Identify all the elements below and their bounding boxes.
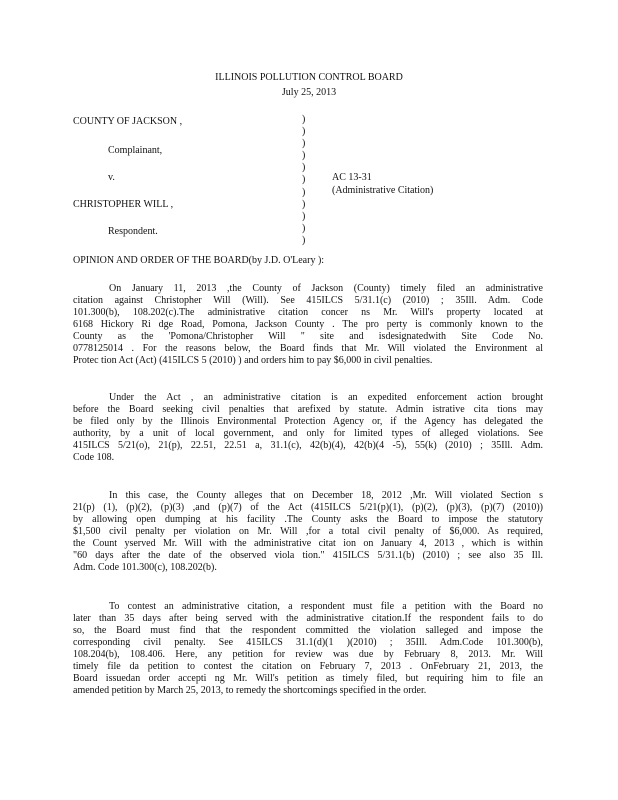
paragraph-line: 6168 Hickory Ri dge Road, Pomona, Jackson County . The pro perty is commonly known to the xyxy=(73,319,543,330)
paragraph-line: On January 11, 2013 ,the County of Jackson (County) timely filed an administrative xyxy=(109,283,543,294)
paragraph-4 xyxy=(73,601,543,697)
paren: ) xyxy=(302,138,306,150)
document-date: July 25, 2013 xyxy=(281,87,337,98)
paragraph-line: corresponding civil penalty. See 415ILCS 31.1(d)(1 )(2010) ; 35Ill. Adm.Code 101.300(b), xyxy=(73,637,543,648)
paragraph-line: Board issuedan order accepti ng Mr. Will's petition as timely filed, but requiring him to file an xyxy=(73,673,543,684)
paragraph-line: To contest an administrative citation, a respondent must file a petition with the Board no xyxy=(109,601,543,612)
paragraph-line: be filed only by the Illinois Environmental Protection Agency or, if the Agency has delegated the xyxy=(73,416,543,427)
respondent-label: Respondent. xyxy=(108,226,158,237)
paragraph-line: In this case, the County alleges that on December 18, 2012 ,Mr. Will violated Section s xyxy=(109,490,543,501)
paragraph-line: authority, by a unit of local government, and only for limited types of alleged violations. See xyxy=(73,428,543,439)
paragraph-line: Under the Act , an administrative citation is an expedited enforcement action brought xyxy=(109,392,543,403)
respondent-name: CHRISTOPHER WILL , xyxy=(73,199,174,210)
case-type: (Administrative Citation) xyxy=(332,185,434,196)
paragraph-line: Protec tion Act (Act) (415ILCS 5 (2010) ) and orders him to pay $6,000 in civil penalties. xyxy=(73,355,433,366)
paren: ) xyxy=(302,234,306,246)
paragraph-1 xyxy=(73,283,543,367)
paren: ) xyxy=(302,186,306,198)
paren: ) xyxy=(302,114,306,125)
complainant-label: Complainant, xyxy=(108,145,163,156)
paragraph-line: County as the 'Pomona/Christopher Will " site and isdesignatedwith Site Code No. xyxy=(73,331,543,342)
paragraph-line: the Count yserved Mr. Will with the administrative citat ion on January 4, 2013 , which is within xyxy=(73,538,543,549)
paragraph-line: by allowing open dumping at his facility .The County asks the Board to impose the statutory xyxy=(73,514,543,525)
paragraph-line: $1,500 civil penalty per violation on Mr. Will ,for a total civil penalty of $6,000. As required, xyxy=(73,526,543,537)
paragraph-line: 0778125014 . For the reasons below, the Board finds that Mr. Will violated the Environment al xyxy=(73,343,543,354)
paren: ) xyxy=(302,174,306,186)
paren: ) xyxy=(302,198,306,210)
paren: ) xyxy=(302,126,306,138)
paren: ) xyxy=(302,150,306,162)
paragraph-3 xyxy=(73,490,543,574)
paragraph-line: amended petition by March 25, 2013, to remedy the shortcomings specified in the order. xyxy=(73,685,427,696)
paragraph-line: "60 days after the date of the observed viola tion." 415ILCS 5/31.1(b) (2010) ; see also 35 Ill. xyxy=(73,550,543,561)
paragraph-line: later than 35 days after being served with the administrative citation.If the respondent fails to do xyxy=(73,613,543,624)
board-name: ILLINOIS POLLUTION CONTROL BOARD xyxy=(215,72,403,83)
paragraph-line: Adm. Code 101.300(c), 108.202(b). xyxy=(73,562,217,573)
complainant-name: COUNTY OF JACKSON , xyxy=(73,116,183,127)
paren: ) xyxy=(302,162,306,174)
paragraph-line: 415ILCS 5/21(o), 21(p), 22.51, 22.51 a, 31.1(c), 42(b)(4), 42(b)(4 -5), 55(k) (2010) ; 35Ill. Adm. xyxy=(73,440,543,451)
paragraph-line: citation against Christopher Will (Will). See 415ILCS 5/31.1(c) (2010) ; 35Ill. Adm. Code xyxy=(73,295,543,306)
paragraph-line: timely file da petition to contest the citation on February 7, 2013 . OnFebruary 21, 2013, the xyxy=(73,661,543,672)
paragraph-line: so, the Board must find that the respondent committed the violation salleged and impose the xyxy=(73,625,543,636)
paragraph-line: Code 108. xyxy=(73,452,115,463)
paragraph-line: 101.300(b), 108.202(c).The administrative citation concer ns Mr. Will's property located at xyxy=(73,307,543,318)
paragraph-line: 108.204(b), 108.406. Here, any petition for review was due by February 8, 2013. Mr. Will xyxy=(73,649,543,660)
paren: ) xyxy=(302,210,306,222)
case-number: AC 13-31 xyxy=(332,172,372,183)
paragraph-2 xyxy=(73,392,543,464)
versus-label: v. xyxy=(108,172,115,183)
paren: ) xyxy=(302,222,306,234)
paragraph-line: 21(p) (1), (p)(2), (p)(3) ,and (p)(7) of the Act (415ILCS 5/21(p)(1), (p)(2), (p)(3), (p)(7) (2010)) xyxy=(73,502,543,513)
caption-parens xyxy=(302,114,305,247)
opinion-heading: OPINION AND ORDER OF THE BOARD(by J.D. O'Leary ): xyxy=(73,255,325,266)
paragraph-line: before the Board seeking civil penalties that arefixed by statute. Admin istrative cita tions may xyxy=(73,404,543,415)
